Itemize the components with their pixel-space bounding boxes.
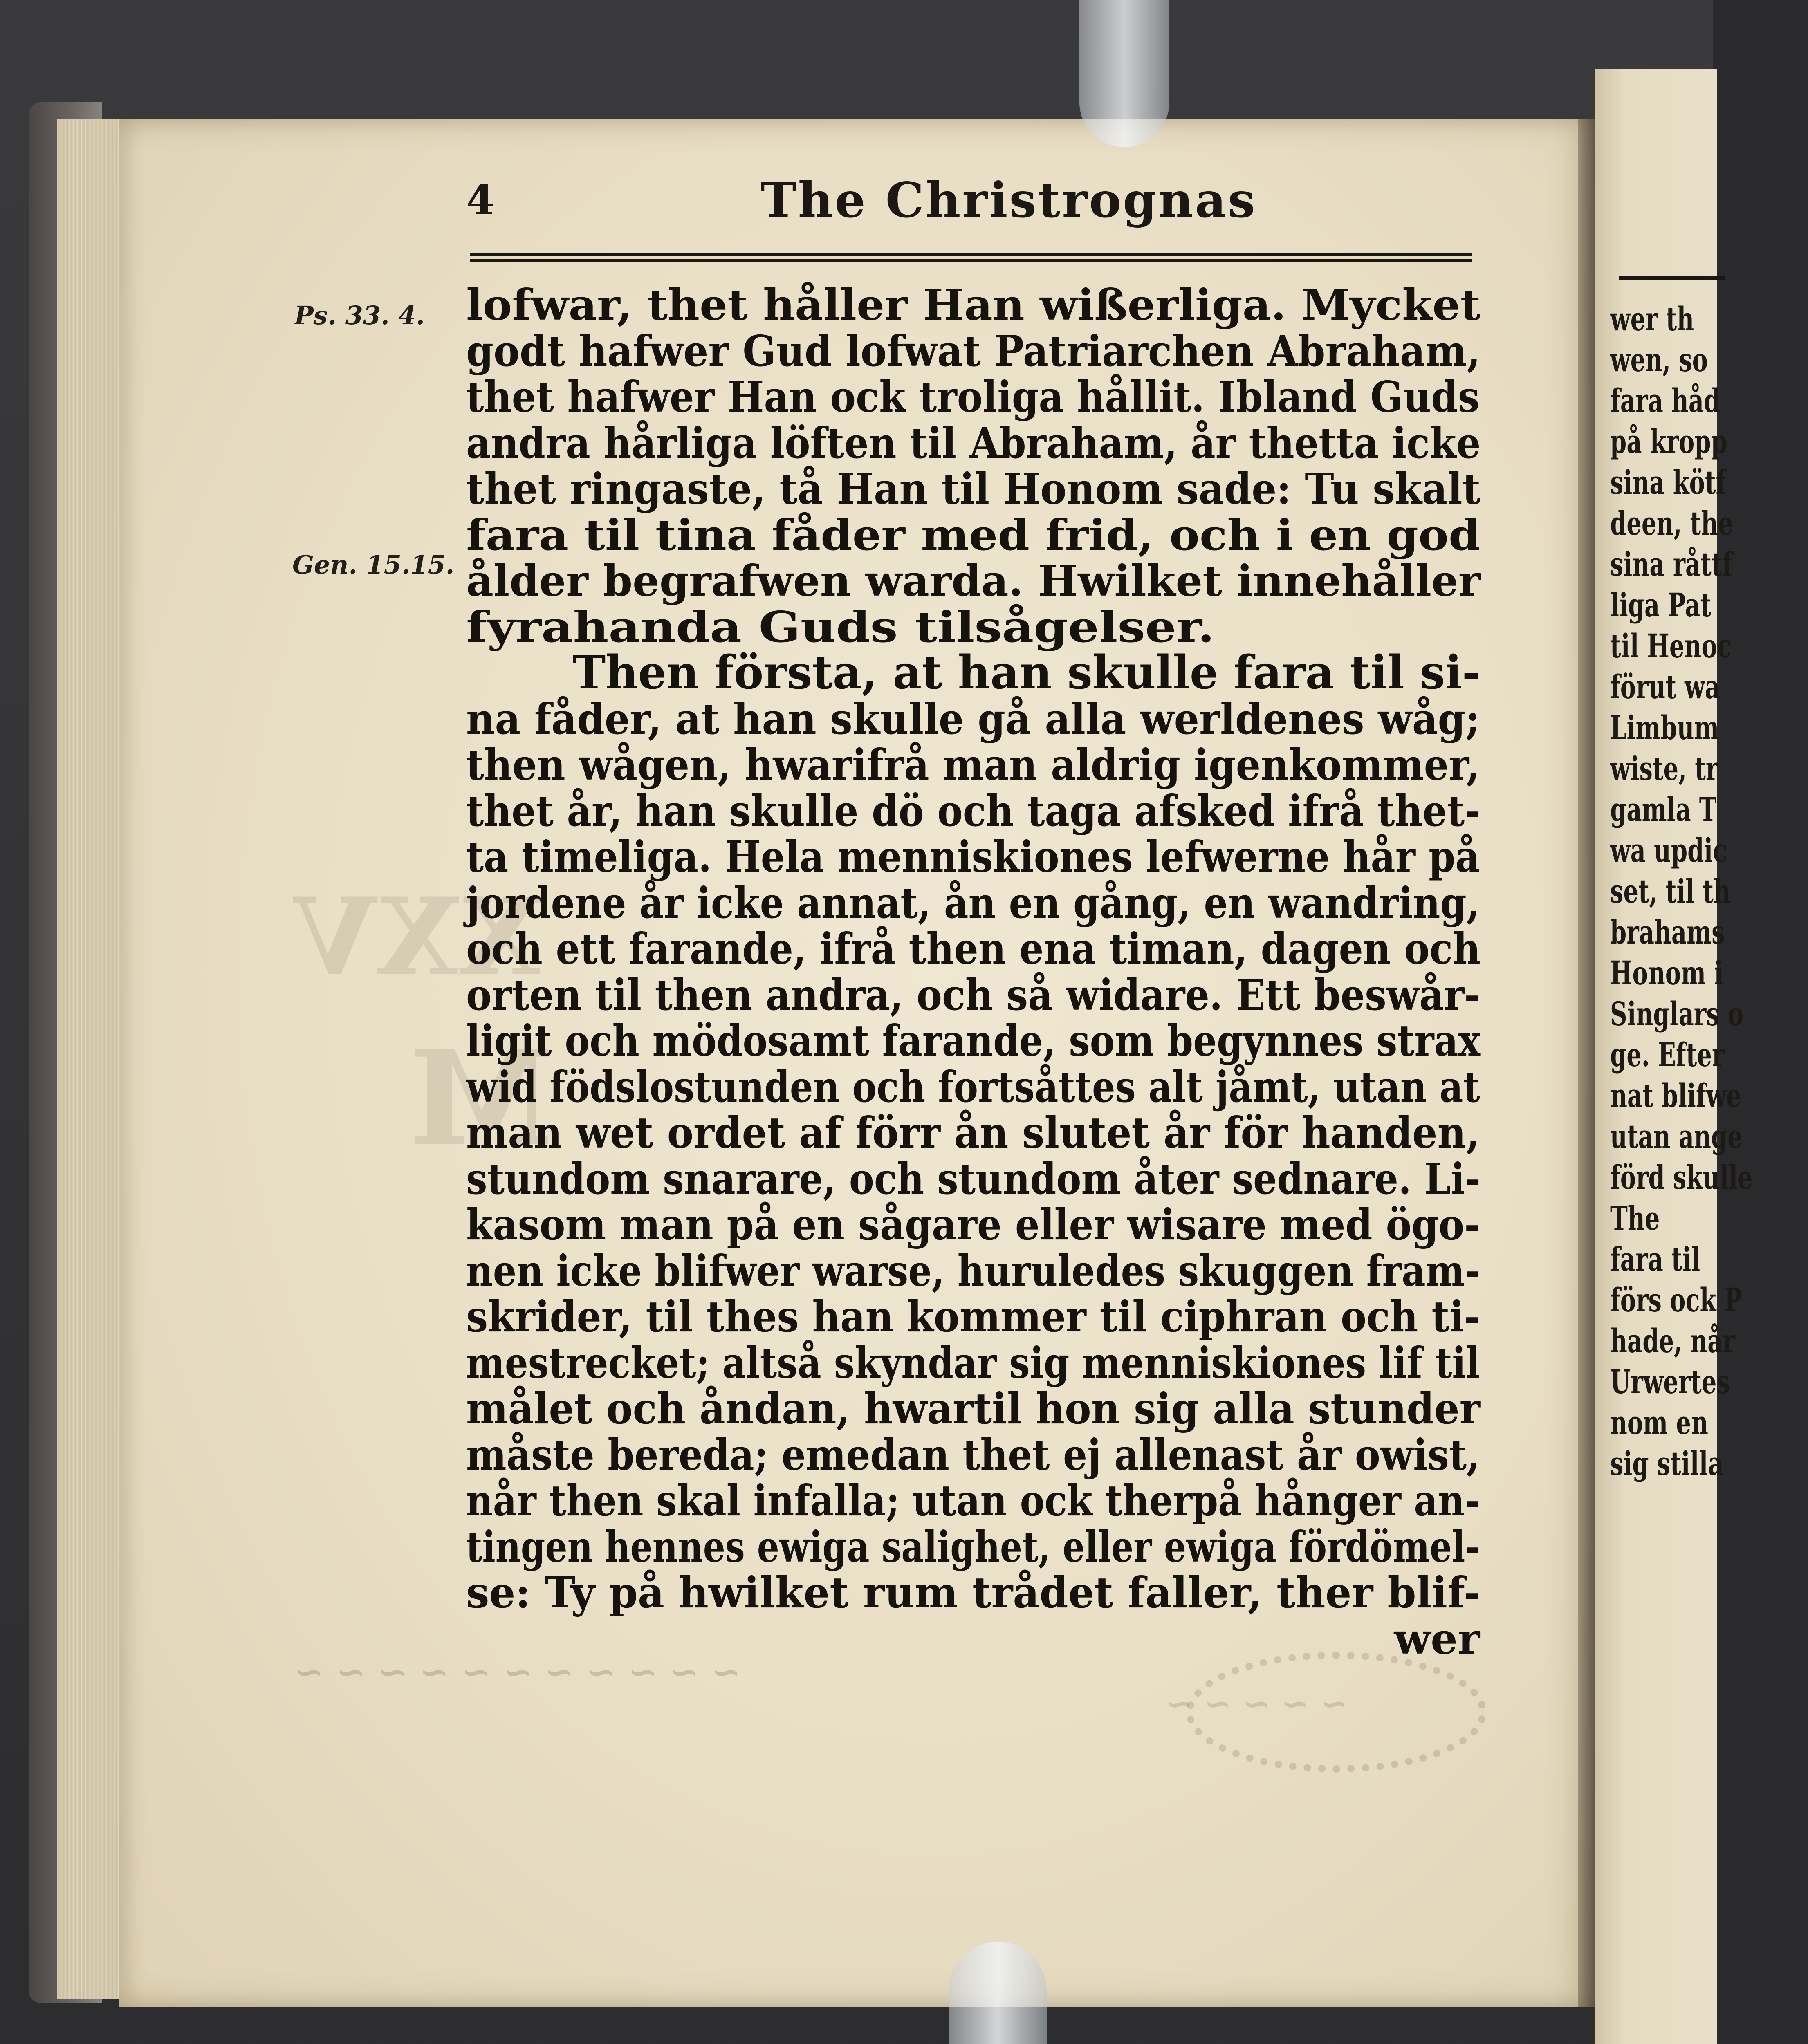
catchword-line xyxy=(466,1613,1480,1664)
text-line: ta timeliga. Hela menniskiones lefwerne hår på xyxy=(466,831,1480,882)
text-line: lofwar, thet håller Han wißerliga. Mycket xyxy=(466,280,1481,330)
text-line: kasom man på en sågare eller wisare med ögo- xyxy=(466,1199,1480,1250)
facing-text-line: The xyxy=(1610,1199,1660,1237)
text-line: thet hafwer Han ock troliga hållit. Ibland Guds xyxy=(466,372,1480,422)
facing-text-line: nat blifwe xyxy=(1610,1076,1741,1115)
facing-text-line: ge. Efter xyxy=(1610,1035,1725,1074)
facing-page xyxy=(1595,69,1753,2044)
text-line: målet och åndan, hwartil hon sig alla stunder xyxy=(466,1383,1480,1434)
bleed-through-mark: M xyxy=(409,1022,554,1175)
facing-page-text xyxy=(1610,298,1808,1484)
facing-text-line: nom en xyxy=(1610,1403,1708,1442)
facing-page-rule xyxy=(1619,276,1725,280)
page-header xyxy=(466,172,1476,241)
facing-text-line: wa updic xyxy=(1610,831,1727,870)
facing-text-line: förd skulle xyxy=(1610,1158,1753,1197)
facing-text-line: set, til th xyxy=(1610,872,1731,910)
facing-text-line: liga Pat xyxy=(1610,586,1712,624)
bleed-through-ornament xyxy=(1186,1652,1487,1773)
text-line: måste bereda; emedan thet ej allenast år owist, xyxy=(466,1429,1480,1480)
facing-text-line: deen, the xyxy=(1610,504,1733,542)
facing-text-line: förs ock P xyxy=(1610,1281,1742,1319)
text-line: man wet ordet af förr ån slutet år för handen, xyxy=(466,1107,1480,1158)
text-line: thet år, han skulle dö och taga afsked ifrå thet- xyxy=(466,785,1480,836)
facing-text-line: fara håd xyxy=(1610,381,1721,420)
text-line: nen icke blifwer warse, huruledes skuggen fram- xyxy=(466,1245,1480,1296)
text-line: wid födslostunden och fortsåttes alt jåmt, utan at xyxy=(466,1061,1480,1112)
text-line: tingen hennes ewiga salighet, eller ewiga fördömel- xyxy=(466,1521,1480,1572)
text-line: andra hårliga löften til Abraham, år thetta icke xyxy=(466,417,1481,468)
facing-text-line: wen, so xyxy=(1610,341,1708,379)
bleed-through-mark: ~ ~ ~ ~ ~ ~ ~ ~ ~ ~ ~ xyxy=(294,1652,741,1693)
facing-text-line: wer th xyxy=(1610,300,1694,338)
text-line: jordene år icke annat, ån en gång, en wandring, xyxy=(466,877,1480,928)
text-line: orten til then andra, och så widare. Ett beswår- xyxy=(466,969,1480,1020)
body-text xyxy=(466,282,1480,1662)
text-line: ligit och mödosamt farande, som begynnes strax xyxy=(466,1015,1480,1066)
header-rule xyxy=(470,253,1472,262)
text-line: och ett farande, ifrå then ena timan, dagen och xyxy=(466,923,1481,974)
text-line: mestrecket; altså skyndar sig menniskiones lif til xyxy=(466,1337,1480,1388)
facing-text-line: Honom i xyxy=(1610,954,1723,992)
text-line: then wågen, hwarifrå man aldrig igenkommer, xyxy=(466,740,1480,790)
facing-text-line: förut wa xyxy=(1610,668,1720,706)
book-clip-top xyxy=(1079,0,1169,147)
margin-note-psalm: Ps. 33. 4. xyxy=(294,300,425,330)
text-line: ålder begrafwen warda. Hwilket innehåller xyxy=(466,556,1481,606)
paragraph-start-line: Then första, at han skulle fara til si- xyxy=(572,646,1481,699)
facing-text-line: Limbum xyxy=(1610,708,1719,747)
facing-text-line: wiste, tr xyxy=(1610,749,1718,788)
text-line: skrider, til thes han kommer til ciphran och ti- xyxy=(466,1291,1480,1342)
facing-text-line: sig stilla xyxy=(1610,1444,1723,1483)
catchword: wer xyxy=(1394,1613,1480,1664)
text-line: godt hafwer Gud lofwat Patriarchen Abraham, xyxy=(466,325,1480,376)
text-line: når then skal infalla; utan ock therpå hånger an- xyxy=(466,1475,1480,1526)
running-head: The Christrognas xyxy=(760,172,1257,229)
facing-text-line: utan ange xyxy=(1610,1117,1743,1156)
text-line: fyrahanda Guds tilsågelser. xyxy=(466,601,1215,652)
margin-note-genesis: Gen. 15.15. xyxy=(292,550,455,580)
facing-text-line: sina kötf xyxy=(1610,463,1726,502)
text-line: fara til tina fåder med frid, och i en god xyxy=(466,509,1480,560)
facing-text-line: til Henoc xyxy=(1610,627,1732,665)
text-line: na fåder, at han skulle gå alla werldenes wåg; xyxy=(466,693,1480,744)
facing-text-line: hade, når xyxy=(1610,1322,1735,1360)
facing-text-line: fara til xyxy=(1610,1240,1700,1278)
book-clip-bottom xyxy=(949,1942,1047,2044)
facing-text-line: sina råttf xyxy=(1610,545,1733,583)
text-line: stundom snarare, och stundom åter sednare. Li- xyxy=(466,1153,1481,1204)
facing-text-line: brahams xyxy=(1610,913,1725,951)
facing-text-line: gamla T xyxy=(1610,790,1717,829)
page-number: 4 xyxy=(466,176,495,224)
bleed-through-mark: XXV xyxy=(294,875,542,1000)
facing-text-line: på kropp xyxy=(1610,422,1727,461)
text-line: se: Ty på hwilket rum trådet faller, ther blif- xyxy=(466,1567,1481,1618)
facing-text-line: Urwertes xyxy=(1610,1363,1730,1401)
facing-text-line: Singlars o xyxy=(1610,995,1744,1033)
bleed-through-mark: ~ ~ ~ ~ ~ xyxy=(1165,1684,1348,1723)
text-line: thet ringaste, tå Han til Honom sade: Tu skalt xyxy=(466,464,1481,514)
